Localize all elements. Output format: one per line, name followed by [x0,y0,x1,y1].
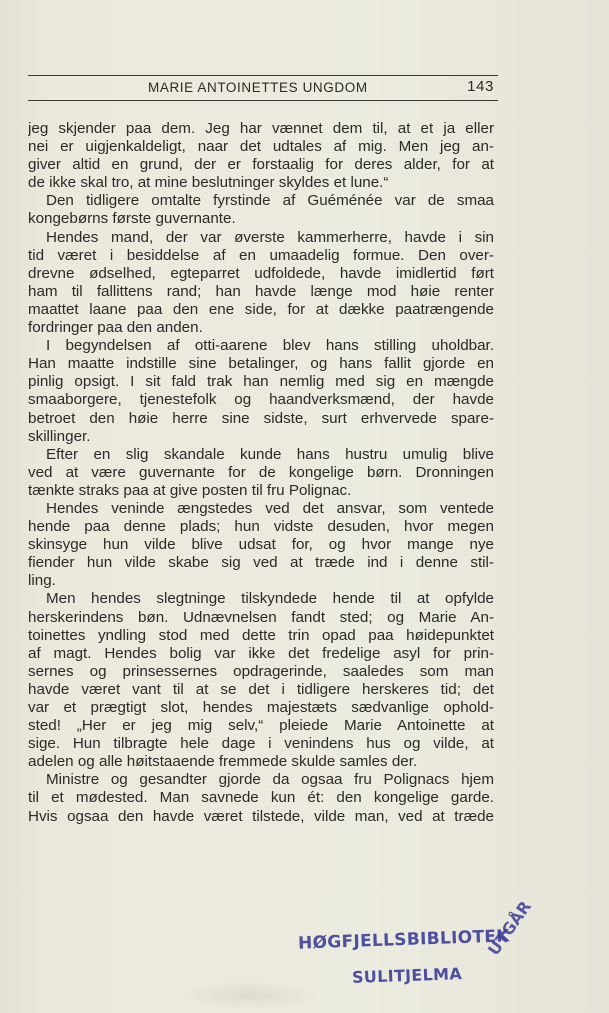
page-number: 143 [467,78,494,95]
text-line: ling. [28,572,56,590]
text-line: fordringer paa den anden. [28,319,203,337]
text-line: Hvis ogsaa den havde været tilstede, vilde man, ved at træde [28,807,494,825]
library-stamp [294,897,554,1013]
text-line: jeg skjender paa dem. Jeg har vænnet dem til, at et ja eller [28,120,494,137]
text-line: sted! „Her er jeg mig selv,“ pleiede Marie Antoinette at [28,717,494,735]
text-line: skillinger. [28,427,91,445]
header-rule-top [28,75,498,76]
stamp-discard-mark: UTGÅR [484,897,535,959]
text-line: tænkte straks paa at give posten til fru Polignac. [28,481,352,499]
text-line: betroet den høie herre sine sidste, surt erhvervede spare- [28,409,494,427]
running-head [28,78,498,98]
text-line: fiender hun vilde skabe sig ved at træde ind i denne stil- [28,554,494,572]
body-text [28,120,494,826]
text-line: Den tidligere omtalte fyrstinde af Guéménée var de smaa [46,192,494,210]
text-line: hende paa denne plads; hun vidste desuden, hvor megen [28,518,494,536]
text-line: sernes og prinsessernes opdragerinde, saaledes som man [28,662,494,680]
text-line: tid været i besiddelse af en umaadelig formue. Den over- [28,246,494,264]
text-line: drevne ødselhed, egteparret udfoldede, havde imidlertid ført [28,264,494,282]
text-line: toinettes yndling stod med dette trin opad paa høidepunktet [28,626,494,644]
text-line: kongebørns første guvernante. [28,210,236,228]
text-line: Hendes veninde ængstedes ved det ansvar, som ventede [46,499,494,517]
text-line: til et mødested. Man savnede kun ét: den kongelige garde. [28,789,494,807]
text-line: Men hendes slegtninge tilskyndede hende til at opfylde [46,590,494,608]
text-line: Efter en slig skandale kunde hans hustru umulig blive [46,445,494,463]
stamp-library-name: HØGFJELLSBIBLIOTEK [297,926,511,954]
text-line: I begyndelsen af otti-aarene blev hans stilling uholdbar. [46,337,494,355]
text-line: herskerindens bøn. Udnævnelsen fandt sted; og Marie An- [28,608,494,626]
stamp-location: SULITJELMA [351,964,463,987]
text-line: ham til fallittens rand; han havde længe mod høie renter [28,282,494,300]
text-line: nei er uigjenkaldeligt, naar det udtales af mig. Men jeg an- [28,138,494,156]
text-line: skinsyge hun vilde blive udsat for, og hvor mange nye [28,536,494,554]
header-rule-bottom [28,100,498,101]
text-line: maattet laane paa den ene side, for at dække paatrængende [28,300,494,318]
text-line: Han maatte indstille sine betalinger, og hans fallit gjorde en [28,355,494,373]
text-line: pinlig opsigt. I sit fald trak han nemlig med sig en mængde [28,373,494,391]
text-line: Ministre og gesandter gjorde da ogsaa fru Polignacs hjem [46,771,494,789]
text-line: var et prægtigt slot, hendes majestæts sædvanlige ophold- [28,699,494,716]
text-line: adelen og alle høitstaaende fremmede skulde samles der. [28,753,418,771]
text-line: havde været vant til at se det i tidligere herskeres tid; det [28,680,494,698]
text-line: de ikke skal tro, at mine beslutninger skyldes et lune.“ [28,174,389,192]
text-line: af magt. Hendes bolig var ikke det fredelige asyl for prin- [28,644,494,662]
running-title: MARIE ANTOINETTES UNGDOM [148,80,368,95]
text-line: Hendes mand, der var øverste kammerherre, havde i sin [46,228,494,246]
text-line: smaaborgere, tjenestefolk og haandverksmænd, der havde [28,391,494,409]
text-line: giver altid en grund, der er forstaalig for deres alder, for at [28,156,494,174]
text-line: sige. Hun tilbragte hele dage i venindens hus og vilde, at [28,735,494,753]
text-line: ved at være guvernante for de kongelige børn. Dronningen [28,463,494,481]
